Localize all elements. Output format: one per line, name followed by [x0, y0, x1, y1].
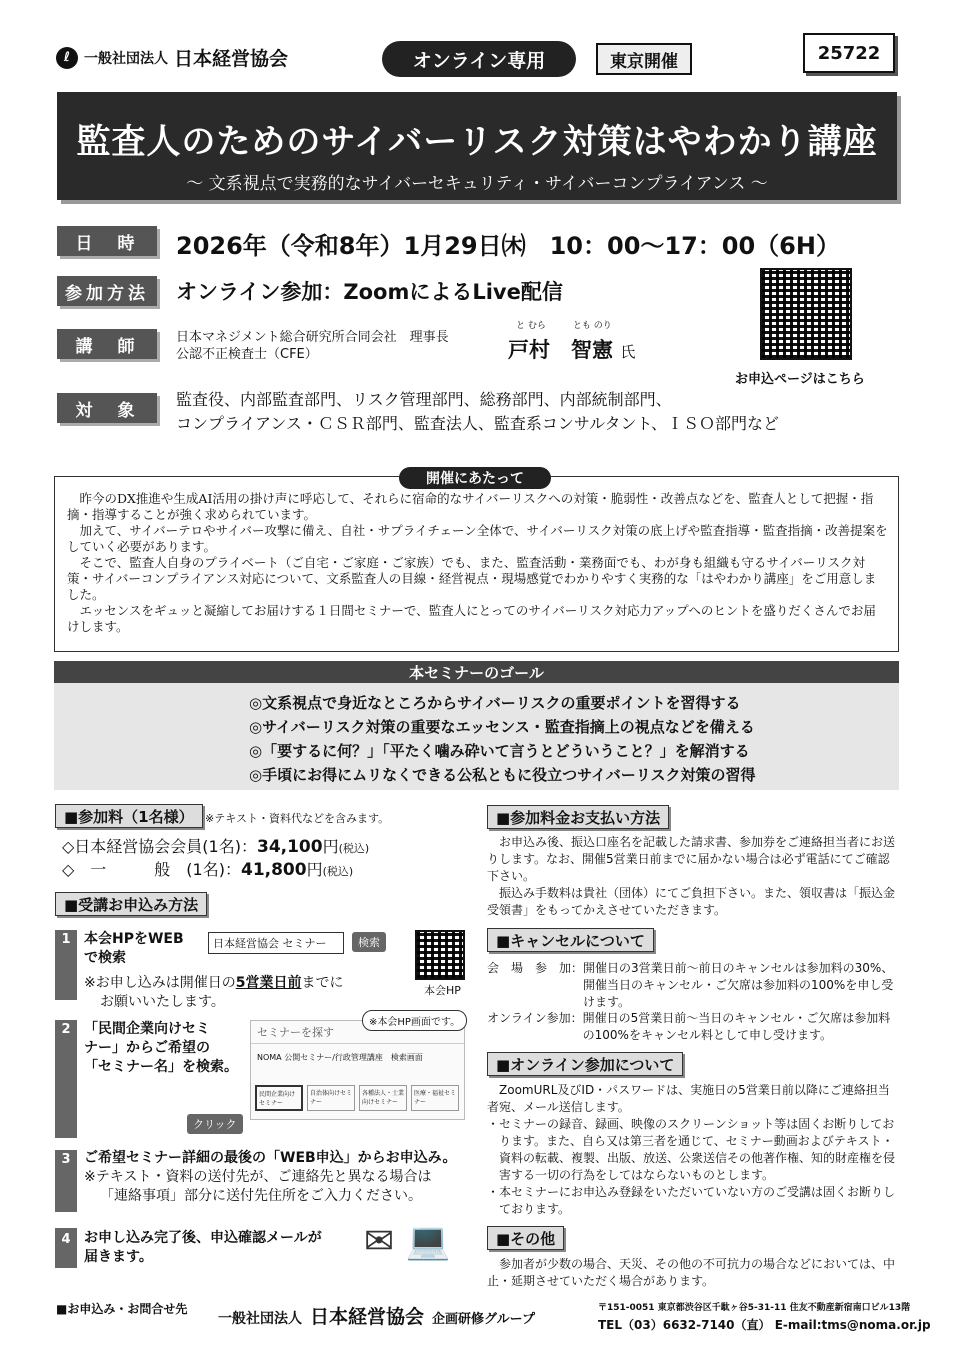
- fee-unit: 円: [322, 837, 339, 856]
- step-4-line-1: お申し込み完了後、申込確認メールが: [84, 1230, 322, 1246]
- target-line-1: 監査役、内部監査部門、リスク管理部門、総務部門、内部統制部門、: [176, 390, 672, 409]
- footer-group: 企画研修グループ: [432, 1312, 535, 1327]
- seminar-code: 25722: [803, 33, 895, 73]
- subtitle: 〜 文系視点で実務的なサイバーセキュリティ・サイバーコンプライアンス 〜: [186, 174, 768, 194]
- cancel-venue-label: 会 場 参 加：: [487, 961, 584, 975]
- fee-member-row: [62, 836, 369, 859]
- footer-org: [218, 1302, 535, 1329]
- fee-member-price: 34,100: [256, 837, 323, 857]
- step-3-text: [84, 1149, 457, 1206]
- online-heading: ■オンライン参加について: [487, 1052, 683, 1076]
- footer-org-prefix: 一般社団法人: [218, 1311, 302, 1327]
- online-badge: オンライン専用: [382, 41, 576, 77]
- intro-para-2: 加えて、サイバーテロやサイバー攻撃に備え、自社・サプライチェーン全体で、サイバーリスク対策の底上げや監査指導・監査指摘・改善提案をしていく必要があります。: [67, 523, 888, 554]
- fee-general-row: [62, 859, 369, 882]
- step-1-note-c: お願いいたします。: [100, 994, 225, 1010]
- goal-item: ◎「要するに何？」「平たく噛み砕いて言うとどういうこと？」を解消する: [249, 742, 750, 760]
- step-4-number: 4: [61, 1232, 71, 1247]
- lecturer-affiliation: [176, 329, 449, 363]
- step-4-line-2: 届きます。: [84, 1249, 153, 1265]
- goal-item: ◎サイバーリスク対策の重要なエッセンス・監査指摘上の視点などを備える: [249, 718, 755, 736]
- apply-heading: ■受講お申込み方法: [55, 892, 207, 916]
- method-label: 参加方法: [57, 276, 157, 306]
- fee-general-label: ◇ 一 般 (1名)：: [62, 860, 241, 879]
- goals-list: [54, 683, 899, 790]
- category-item[interactable]: 民間企業向けセミナー: [255, 1085, 303, 1111]
- intro-para-4: エッセンスをギュッと凝縮してお届けする１日間セミナーで、監査人にとってのサイバーリスク対応力アップへのヒントを盛りだくさんでお届けします。: [67, 603, 876, 634]
- online-bullet-1: ・セミナーの録音、録画、映像のスクリーンショット等は固くお断りしております。また、自ら又は第三者を通じて、セミナー動画およびテキスト・資料の転載、複製、出版、放送、公衆送信その他著作権、知的財産権を侵害する一切の行為をしてはならないものとします。: [487, 1117, 896, 1182]
- lecturer-name: 戸村 智憲: [508, 338, 613, 362]
- step-2-line-2: ナー」からご希望の: [84, 1040, 210, 1056]
- step-1-note: [84, 974, 343, 1012]
- org-logo: [56, 44, 288, 71]
- step-1-note-bold: 5営業日前: [235, 975, 302, 991]
- cancel-venue-text: 開催日の3営業日前〜前日のキャンセルは参加料の30%、開催当日のキャンセル・ご欠席は参加料の100%を申し受けます。: [583, 961, 894, 1009]
- step-1-line-1: 本会HPをWEB: [84, 931, 184, 947]
- cancel-venue: [487, 960, 899, 1011]
- payment-heading: ■参加料金お支払い方法: [487, 805, 669, 829]
- org-prefix: 一般社団法人: [84, 50, 168, 67]
- intro-para-1: 昨今のDX推進や生成AI活用の掛け声に呼応して、それらに宿命的なサイバーリスクへの対策・脆弱性・改善点などを、監査人として把握・指摘・指導することが強く求められています。: [67, 491, 874, 522]
- search-example-input: 日本経営協会 セミナー: [208, 932, 344, 954]
- date-value: 2026年（令和8年）1月29日㈭ 10：00〜17：00（6H）: [176, 232, 840, 260]
- step-2-line-1: 「民間企業向けセミ: [84, 1021, 210, 1037]
- cancel-online-text: 開催日の5営業日前〜当日のキャンセル・ご欠席は参加料の100%をキャンセル料として申し受けます。: [582, 1011, 891, 1042]
- online-para-1: ZoomURL及びID・パスワードは、実施日の5営業日前以降にご連絡担当者宛、メール送信します。: [487, 1083, 890, 1114]
- lecturer-name-block: [508, 334, 635, 364]
- category-item[interactable]: 医療・福祉セミナー: [411, 1085, 459, 1111]
- step-2-text: [84, 1020, 238, 1077]
- step-1-note-b: までに: [301, 975, 344, 991]
- hp-screenshot: [250, 1020, 465, 1120]
- fee-list: [62, 836, 369, 882]
- goals-heading: 本セミナーのゴール: [54, 661, 899, 683]
- hp-label: 本会HP: [424, 984, 461, 997]
- screen-row: NOMA 公開セミナー/行政管理講座 検索画面: [257, 1053, 423, 1062]
- fee-general-price: 41,800: [240, 860, 307, 880]
- lecturer-org: 日本マネジメント総合研究所合同会社 理事長: [176, 330, 449, 345]
- step-3-line-2: ※テキスト・資料の送付先が、ご連絡先と異なる場合は: [84, 1169, 432, 1185]
- method-value: オンライン参加：ZoomによるLive配信: [176, 280, 563, 304]
- step-1-note-a: ※お申し込みは開催日の: [84, 975, 236, 991]
- date-label: 日 時: [57, 226, 157, 256]
- payment-para-1: お申込み後、振込口座名を記載した請求書、参加券をご連絡担当者にお送りします。なお、開催5営業日前までに届かない場合は必ず電話にてご確認下さい。: [487, 835, 896, 883]
- lecturer-suffix: 氏: [620, 343, 636, 361]
- fee-tax: (税込): [322, 865, 354, 878]
- step-1-number: 1: [61, 932, 71, 947]
- noma-logo-icon: ℓ: [56, 47, 78, 69]
- fee-member-label: ◇日本経営協会会員(1名)：: [62, 837, 257, 856]
- target-value: [176, 388, 779, 436]
- step-3-line-3: 「連絡事項」部分に送付先住所をご入力ください。: [100, 1188, 422, 1204]
- target-line-2: コンプライアンス・ＣＳＲ部門、監査法人、監査系コンサルタント、ＩＳＯ部門など: [176, 414, 780, 433]
- screen-title: セミナーを探す: [251, 1021, 464, 1044]
- online-body: [487, 1082, 899, 1218]
- screen-categories: [251, 1071, 464, 1111]
- footer-address: 〒151-0051 東京都渋谷区千駄ヶ谷5-31-11 住友不動産新宿南口ビル13階: [598, 1303, 911, 1313]
- fee-unit: 円: [306, 860, 323, 879]
- search-example-button: 検索: [352, 932, 386, 952]
- application-qr-code[interactable]: [760, 268, 852, 360]
- hp-qr-code[interactable]: [415, 930, 465, 980]
- step-1-text: [84, 930, 184, 968]
- goal-item: ◎手頃にお得にムリなくできる公私ともに役立つサイバーリスク対策の習得: [249, 766, 756, 784]
- intro-heading: 開催にあたって: [399, 467, 551, 489]
- click-label: クリック: [187, 1114, 243, 1134]
- footer-org-name: 日本経営協会: [310, 1306, 425, 1328]
- main-title: 監査人のためのサイバーリスク対策はやわかり講座: [76, 122, 878, 162]
- step-3-number: 3: [61, 1152, 71, 1167]
- cancel-online: [487, 1010, 899, 1044]
- title-banner: [57, 92, 897, 200]
- lecturer-qualification: 公認不正検査士（CFE）: [176, 347, 318, 362]
- step-2-line-3: 「セミナー名」を検索。: [84, 1059, 238, 1075]
- footer-email[interactable]: E-mail:tms@noma.or.jp: [774, 1318, 931, 1332]
- mail-device-icon: ✉ 💻: [364, 1221, 451, 1262]
- intro-box: [54, 476, 899, 652]
- step-1-line-2: で検索: [84, 950, 126, 966]
- cancel-heading: ■キャンセルについて: [487, 928, 654, 952]
- venue-badge: 東京開催: [596, 43, 692, 75]
- hp-screen-note: ※本会HP画面です。: [362, 1010, 467, 1031]
- category-item[interactable]: 各種法人・士業向けセミナー: [359, 1085, 407, 1111]
- fee-note: ※テキスト・資料代などを含みます。: [205, 812, 390, 825]
- fee-heading: ■参加料（1名様）: [55, 804, 203, 828]
- footer-tel: TEL（03）6632-7140（直）: [598, 1318, 771, 1332]
- step-2-bar: [55, 1020, 77, 1138]
- category-item[interactable]: 自治体向けセミナー: [307, 1085, 355, 1111]
- intro-para-3: そこで、監査人自身のプライベート（ご自宅・ご家庭・ご家族）でも、また、監査活動・業務面でも、わが身も組織も守るサイバーリスク対策・サイバーコンプライアンス対応について、文系監査人の目線・経営視点・現場感覚でわかりやすく実務的な「はやわかり講座」をご用意しました。: [67, 555, 877, 602]
- step-3-line-1: ご希望セミナー詳細の最後の「WEB申込」からお申込み。: [84, 1150, 457, 1166]
- other-para: 参加者が少数の場合、天災、その他の不可抗力の場合などにおいては、中止・延期させていただく場合があります。: [487, 1257, 896, 1288]
- org-name: 日本経営協会: [174, 48, 289, 70]
- qr-label: お申込ページはこちら: [735, 372, 865, 387]
- step-2-number: 2: [61, 1022, 71, 1037]
- step-4-text: [84, 1229, 322, 1267]
- online-bullet-2: ・本セミナーにお申込み登録をいただいていない方のご受講は固くお断りしております。: [487, 1185, 896, 1216]
- other-heading: ■その他: [487, 1226, 564, 1250]
- lecturer-label: 講 師: [57, 329, 157, 359]
- payment-para-2: 振込み手数料は貴社（団体）にてご負担下さい。また、領収書は「振込金受領書」をもってかえさせていただきます。: [487, 886, 896, 917]
- footer-tel-email: [598, 1316, 931, 1333]
- footer-contact: ■お申込み・お問合せ先: [56, 1302, 188, 1316]
- cancel-online-label: オンライン参加：: [487, 1011, 583, 1025]
- target-label: 対 象: [57, 393, 157, 423]
- fee-tax: (税込): [338, 842, 370, 855]
- lecturer-ruby: と むら とも のり: [516, 321, 612, 331]
- goal-item: ◎文系視点で身近なところからサイバーリスクの重要ポイントを習得する: [249, 694, 741, 712]
